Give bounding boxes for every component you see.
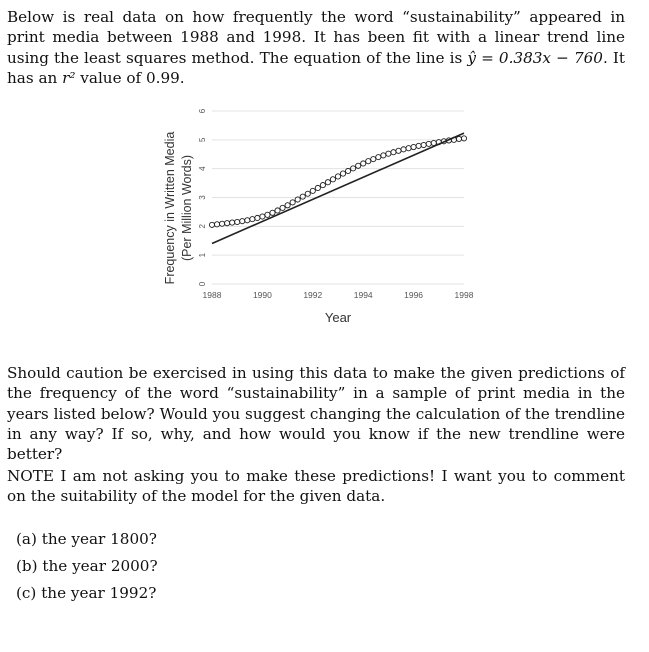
data-point: [280, 205, 285, 210]
y-axis-label: Frequency in Written Media: [163, 131, 177, 285]
data-point: [421, 142, 426, 147]
x-tick-label: 1998: [454, 290, 474, 300]
data-point: [219, 221, 224, 226]
list-item: [16, 580, 158, 607]
item-label: (c): [16, 584, 37, 602]
intro-text-mid: . It has an: [7, 48, 625, 87]
data-point: [330, 177, 335, 182]
item-text: the year 1800?: [41, 530, 157, 548]
data-point: [411, 144, 416, 149]
x-tick-label: 1996: [404, 290, 424, 300]
data-point: [245, 218, 250, 223]
item-label: (b): [16, 557, 38, 575]
item-label: (a): [16, 530, 37, 548]
trendline-segment: [212, 133, 464, 243]
y-tick-label: 0: [198, 281, 207, 287]
y-tick-label: 5: [198, 137, 207, 143]
data-point: [381, 153, 386, 158]
data-point: [320, 183, 325, 188]
data-point: [240, 219, 245, 224]
data-point: [386, 151, 391, 156]
item-text: the year 1992?: [41, 584, 157, 602]
x-tick-label: 1990: [252, 290, 272, 300]
chart-gridlines: [212, 111, 464, 284]
data-point: [366, 159, 371, 164]
data-point: [315, 185, 320, 190]
data-point: [325, 180, 330, 185]
r-squared-symbol: r²: [62, 68, 76, 87]
question-paragraph: Should caution be exercised in using this data to make the given predictions of the frequency of the word “sustainability” in a sample of print media in the years listed below? Would you suggest changing the calculation of the trendline in any way? If so, why, and how would you know if the new trendline were better?: [7, 364, 625, 464]
x-tick-label: 1992: [303, 290, 323, 300]
data-point: [265, 212, 270, 217]
data-point: [250, 217, 255, 222]
data-point: [230, 220, 235, 225]
data-point: [260, 214, 265, 219]
data-point: [376, 155, 381, 160]
data-point: [310, 188, 315, 193]
item-text: the year 2000?: [42, 557, 158, 575]
data-point: [225, 221, 230, 226]
intro-text-end: value of 0.99.: [75, 68, 185, 87]
y-tick-label: 6: [198, 108, 207, 114]
intro-text: Below is real data on how frequently the word “sustainability” appeared in print media between 1988 and 1998. It has been fit with a linear trend line using the least squares method. The equation of the line is: [7, 8, 625, 67]
trendline-equation: ŷ = 0.383x − 760: [467, 48, 603, 67]
trendline: [212, 133, 464, 243]
data-point: [356, 163, 361, 168]
data-point: [431, 140, 436, 145]
data-point: [401, 147, 406, 152]
data-point: [396, 148, 401, 153]
x-tick-labels: [203, 290, 474, 300]
list-item: [16, 526, 158, 553]
y-tick-label: 4: [198, 166, 207, 171]
x-tick-label: 1994: [353, 290, 373, 300]
prediction-years-list: [16, 526, 158, 607]
note-paragraph: NOTE I am not asking you to make these predictions! I want you to comment on the suitability of the model for the given data.: [7, 467, 625, 506]
list-item: [16, 553, 158, 580]
data-point: [426, 141, 431, 146]
data-point: [270, 210, 275, 215]
data-point: [371, 157, 376, 162]
data-point: [391, 150, 396, 155]
data-point: [275, 208, 280, 213]
data-point: [305, 191, 310, 196]
data-point: [456, 136, 461, 141]
y-tick-labels: [198, 108, 207, 286]
data-point: [406, 146, 411, 151]
y-axis-label-units: (Per Million Words): [180, 154, 194, 262]
data-point: [290, 200, 295, 205]
y-tick-label: 3: [198, 195, 207, 200]
data-point: [255, 215, 260, 220]
x-tick-label: 1988: [202, 290, 222, 300]
frequency-chart: [155, 98, 495, 328]
data-point: [361, 161, 366, 166]
data-point: [416, 143, 421, 148]
data-point: [285, 203, 290, 208]
data-point: [300, 194, 305, 199]
data-point: [340, 171, 345, 176]
data-point: [235, 219, 240, 224]
data-point: [335, 174, 340, 179]
y-tick-label: 1: [198, 252, 207, 258]
x-axis-label: Year: [324, 310, 352, 325]
y-tick-label: 2: [198, 224, 207, 229]
intro-paragraph: [7, 7, 625, 88]
